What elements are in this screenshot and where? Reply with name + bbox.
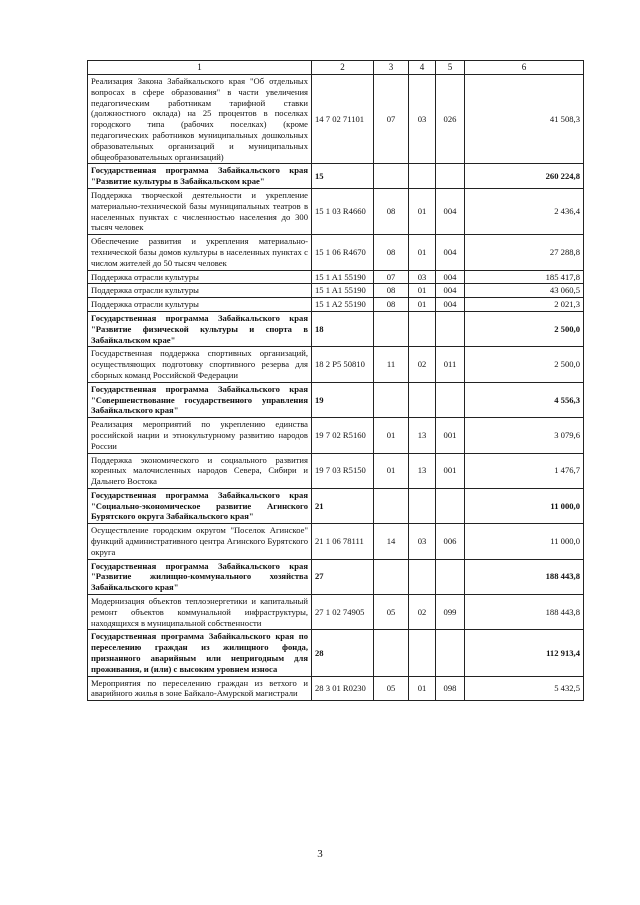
- row-name-cell: Государственная программа Забайкальского края "Совершенствование государственного управления Забайкальского края": [88, 382, 312, 417]
- row-name-cell: Государственная программа Забайкальского края "Развитие физической культуры и спорта в Забайкальском крае": [88, 311, 312, 346]
- row-code-cell: 27: [312, 559, 374, 594]
- row-code-cell: 18: [312, 311, 374, 346]
- row-amount-cell: 2 500,0: [465, 347, 584, 382]
- row-code-cell: 21: [312, 488, 374, 523]
- row-name-cell: Государственная программа Забайкальского края по переселению граждан из жилищного фонда, признанного аварийным или непригодным для проживания, и (или) с высоким уровнем износа: [88, 630, 312, 676]
- row-col3-cell: [374, 559, 409, 594]
- row-col3-cell: 05: [374, 676, 409, 701]
- row-name-cell: Поддержка экономического и социального развития коренных малочисленных народов Севера, Сибири и Дальнего Востока: [88, 453, 312, 488]
- row-col3-cell: 07: [374, 75, 409, 164]
- table-body: [88, 75, 584, 701]
- row-col3-cell: 08: [374, 298, 409, 312]
- row-col5-cell: 004: [436, 270, 465, 284]
- header-col-2: 2: [312, 61, 374, 75]
- row-col5-cell: [436, 559, 465, 594]
- row-name-cell: Государственная программа Забайкальского края "Развитие культуры в Забайкальском крае": [88, 164, 312, 189]
- row-amount-cell: 112 913,4: [465, 630, 584, 676]
- row-amount-cell: 2 436,4: [465, 188, 584, 234]
- table-row: [88, 453, 584, 488]
- row-col4-cell: 03: [409, 270, 436, 284]
- row-code-cell: 15: [312, 164, 374, 189]
- row-col5-cell: 001: [436, 453, 465, 488]
- row-name-cell: Мероприятия по переселению граждан из ветхого и аварийного жилья в зоне Байкало-Амурской магистрали: [88, 676, 312, 701]
- row-amount-cell: 4 556,3: [465, 382, 584, 417]
- row-amount-cell: 188 443,8: [465, 595, 584, 630]
- row-code-cell: 27 1 02 74905: [312, 595, 374, 630]
- row-amount-cell: 1 476,7: [465, 453, 584, 488]
- row-col3-cell: 07: [374, 270, 409, 284]
- table-row: [88, 418, 584, 453]
- row-amount-cell: 27 288,8: [465, 235, 584, 270]
- row-name-cell: Обеспечение развития и укрепления материально-технической базы домов культуры в населенных пунктах с числом жителей до 50 тысяч человек: [88, 235, 312, 270]
- program-row: [88, 488, 584, 523]
- header-row: [88, 61, 584, 75]
- row-col5-cell: 001: [436, 418, 465, 453]
- row-col4-cell: 03: [409, 524, 436, 559]
- table-row: [88, 595, 584, 630]
- header-col-3: 3: [374, 61, 409, 75]
- row-col5-cell: 099: [436, 595, 465, 630]
- row-col4-cell: 13: [409, 418, 436, 453]
- row-col4-cell: 13: [409, 453, 436, 488]
- row-col4-cell: [409, 311, 436, 346]
- row-col5-cell: 004: [436, 298, 465, 312]
- header-col-1: 1: [88, 61, 312, 75]
- program-row: [88, 382, 584, 417]
- row-code-cell: 18 2 P5 50810: [312, 347, 374, 382]
- table-row: [88, 524, 584, 559]
- row-col5-cell: [436, 382, 465, 417]
- table-row: [88, 235, 584, 270]
- row-col4-cell: [409, 488, 436, 523]
- row-amount-cell: 5 432,5: [465, 676, 584, 701]
- row-amount-cell: 2 021,3: [465, 298, 584, 312]
- row-col5-cell: 011: [436, 347, 465, 382]
- row-col5-cell: 004: [436, 284, 465, 298]
- row-col4-cell: 02: [409, 595, 436, 630]
- row-col3-cell: [374, 382, 409, 417]
- row-code-cell: 19 7 02 R5160: [312, 418, 374, 453]
- row-col3-cell: 08: [374, 188, 409, 234]
- row-name-cell: Государственная программа Забайкальского края "Социально-экономическое развитие Агинского Бурятского округа Забайкальского края": [88, 488, 312, 523]
- row-name-cell: Государственная программа Забайкальского края "Развитие жилищно-коммунального хозяйства Забайкальского края": [88, 559, 312, 594]
- row-code-cell: 15 1 03 R4660: [312, 188, 374, 234]
- row-code-cell: 28: [312, 630, 374, 676]
- row-code-cell: 15 1 A1 55190: [312, 270, 374, 284]
- row-amount-cell: 260 224,8: [465, 164, 584, 189]
- row-col4-cell: [409, 382, 436, 417]
- row-col3-cell: 01: [374, 453, 409, 488]
- table-row: [88, 188, 584, 234]
- row-col5-cell: 098: [436, 676, 465, 701]
- row-col5-cell: [436, 488, 465, 523]
- budget-table: [87, 60, 584, 701]
- program-row: [88, 311, 584, 346]
- row-code-cell: 14 7 02 71101: [312, 75, 374, 164]
- row-col4-cell: 01: [409, 235, 436, 270]
- row-col4-cell: 01: [409, 284, 436, 298]
- row-code-cell: 19: [312, 382, 374, 417]
- row-col3-cell: [374, 630, 409, 676]
- row-code-cell: 15 1 A1 55190: [312, 284, 374, 298]
- row-amount-cell: 43 060,5: [465, 284, 584, 298]
- row-amount-cell: 2 500,0: [465, 311, 584, 346]
- row-code-cell: 15 1 A2 55190: [312, 298, 374, 312]
- row-col4-cell: 01: [409, 188, 436, 234]
- row-col4-cell: 01: [409, 298, 436, 312]
- header-col-4: 4: [409, 61, 436, 75]
- row-col4-cell: 01: [409, 676, 436, 701]
- row-col3-cell: 08: [374, 235, 409, 270]
- row-amount-cell: 41 508,3: [465, 75, 584, 164]
- program-row: [88, 164, 584, 189]
- row-col3-cell: [374, 488, 409, 523]
- header-col-6: 6: [465, 61, 584, 75]
- table-row: [88, 270, 584, 284]
- table-row: [88, 676, 584, 701]
- row-name-cell: Осуществление городским округом "Поселок Агинское" функций административного центра Агинского Бурятского округа: [88, 524, 312, 559]
- row-col5-cell: 026: [436, 75, 465, 164]
- row-code-cell: 21 1 06 78111: [312, 524, 374, 559]
- row-name-cell: Реализация мероприятий по укреплению единства российской нации и этнокультурному развитию народов России: [88, 418, 312, 453]
- row-amount-cell: 11 000,0: [465, 488, 584, 523]
- row-code-cell: 19 7 03 R5150: [312, 453, 374, 488]
- row-name-cell: Государственная поддержка спортивных организаций, осуществляющих подготовку спортивного резерва для сборных команд Российской Федерации: [88, 347, 312, 382]
- program-row: [88, 559, 584, 594]
- row-col5-cell: 004: [436, 235, 465, 270]
- table-row: [88, 284, 584, 298]
- row-amount-cell: 188 443,8: [465, 559, 584, 594]
- row-name-cell: Поддержка отрасли культуры: [88, 298, 312, 312]
- row-amount-cell: 185 417,8: [465, 270, 584, 284]
- program-row: [88, 630, 584, 676]
- row-col3-cell: 01: [374, 418, 409, 453]
- row-col5-cell: 004: [436, 188, 465, 234]
- table-row: [88, 347, 584, 382]
- table-row: [88, 298, 584, 312]
- row-code-cell: 28 3 01 R0230: [312, 676, 374, 701]
- row-col4-cell: [409, 630, 436, 676]
- row-name-cell: Реализация Закона Забайкальского края "Об отдельных вопросах в сфере образования" в части увеличения педагогическим работникам тарифной ставки (должностного оклада) на 25 процентов в поселках городского типа (рабочих поселках) (кроме педагогических работников муниципальных дошкольных образовательных организаций и муниципальных общеобразовательных организаций): [88, 75, 312, 164]
- row-col3-cell: 08: [374, 284, 409, 298]
- page-number: 3: [317, 848, 323, 860]
- row-col5-cell: [436, 630, 465, 676]
- row-amount-cell: 3 079,6: [465, 418, 584, 453]
- table-row: [88, 75, 584, 164]
- row-col4-cell: 03: [409, 75, 436, 164]
- row-col3-cell: 05: [374, 595, 409, 630]
- row-name-cell: Поддержка творческой деятельности и укрепление материально-технической базы муниципальных театров в населенных пунктах с численностью населения до 300 тысяч человек: [88, 188, 312, 234]
- row-name-cell: Поддержка отрасли культуры: [88, 270, 312, 284]
- row-name-cell: Поддержка отрасли культуры: [88, 284, 312, 298]
- row-col4-cell: [409, 164, 436, 189]
- row-col3-cell: [374, 164, 409, 189]
- row-col3-cell: 14: [374, 524, 409, 559]
- header-col-5: 5: [436, 61, 465, 75]
- row-col3-cell: [374, 311, 409, 346]
- row-col3-cell: 11: [374, 347, 409, 382]
- row-col4-cell: 02: [409, 347, 436, 382]
- row-code-cell: 15 1 06 R4670: [312, 235, 374, 270]
- row-amount-cell: 11 000,0: [465, 524, 584, 559]
- row-col4-cell: [409, 559, 436, 594]
- row-col5-cell: [436, 311, 465, 346]
- row-col5-cell: 006: [436, 524, 465, 559]
- row-col5-cell: [436, 164, 465, 189]
- row-name-cell: Модернизация объектов теплоэнергетики и капитальный ремонт объектов коммунальной инфраструктуры, находящихся в муниципальной собственности: [88, 595, 312, 630]
